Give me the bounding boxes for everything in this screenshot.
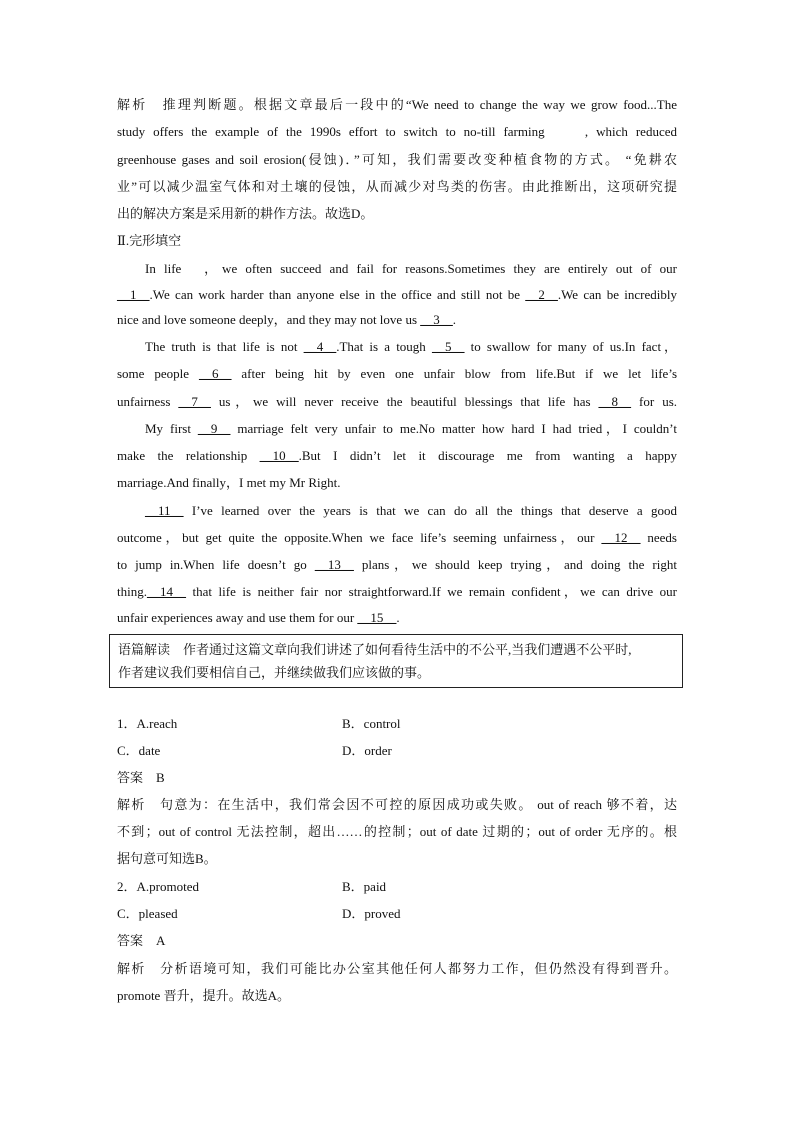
blank-2: __2__	[525, 287, 558, 302]
q2-explanation-2: promote 晋升，提升。故选A。	[117, 988, 290, 1003]
analysis-line-2: study offers the example of the 1990s effort to switch to no-till farming , which reduced	[117, 124, 677, 139]
passage-p3-line-2: make the relationship __10__.But I didn’t let it discourage me from wanting a happy	[117, 448, 677, 463]
passage-p2-line-1: The truth is that life is not __4__.That is a tough __5__ to swallow for many of us.In fact，	[145, 339, 677, 354]
analysis-line-5: 出的解决方案是采用新的耕作方法。故选D。	[117, 206, 374, 221]
blank-12: __12__	[601, 530, 641, 545]
passage-p2-line-2: some people __6__ after being hit by even one unfair blow from life.But if we let life’s	[117, 366, 678, 381]
blank-1: __1__	[117, 287, 150, 302]
q2-option-b: B．paid	[342, 879, 387, 894]
q1-answer: 答案 B	[117, 770, 165, 785]
summary-box	[109, 634, 683, 688]
analysis-line-4: 业”可以减少温室气体和对土壤的侵蚀，从而减少对鸟类的伤害。由此推断出，这项研究提	[117, 179, 677, 194]
q1-option-c: C．date	[117, 743, 161, 758]
q2-option-c: C．pleased	[117, 906, 178, 921]
passage-p4-line-1: __11__ I’ve learned over the years is that we can do all the things that deserve a good	[145, 503, 677, 518]
blank-4: __4__	[303, 339, 337, 354]
blank-11: __11__	[145, 503, 184, 518]
blank-10: __10__	[259, 448, 299, 463]
blank-5: __5__	[431, 339, 465, 354]
q1-option-d: D．order	[342, 743, 392, 758]
summary-line-2: 作者建议我们要相信自己，并继续做我们应该做的事。	[118, 665, 431, 680]
passage-p4-line-3: to jump in.When life doesn’t go __13__ plans，we should keep trying，and doing the right	[117, 557, 677, 572]
section-heading: Ⅱ.完形填空	[117, 233, 182, 248]
blank-15: __15__	[357, 610, 397, 625]
passage-p3-line-3: marriage.And finally，I met my Mr Right.	[117, 475, 341, 490]
passage-p4-line-2: outcome，but get quite the opposite.When we face life’s seeming unfairness，our __12__ needs	[117, 530, 677, 545]
blank-14: __14__	[146, 584, 186, 599]
q2-option-a: 2．A.promoted	[117, 879, 199, 894]
blank-6: __6__	[198, 366, 232, 381]
q1-explanation-2: 不到；out of control 无法控制，超出……的控制；out of date 过期的；out of order 无序的。根	[117, 824, 677, 839]
passage-p3-line-1: My first __9__ marriage felt very unfair to me.No matter how hard I had tried，I couldn’t	[145, 421, 677, 436]
blank-7: __7__	[178, 394, 211, 409]
analysis-line-1: 解析 推理判断题。根据文章最后一段中的“We need to change the way we grow food...The	[117, 97, 677, 112]
passage-p4-line-5: unfair experiences away and use them for our __15__.	[117, 610, 400, 625]
passage-p1-line-2: __1__.We can work harder than anyone else in the office and still not be __2__.We can be incredibly	[117, 287, 677, 302]
blank-13: __13__	[314, 557, 354, 572]
q2-option-d: D．proved	[342, 906, 401, 921]
passage-p4-line-4: thing.__14__ that life is neither fair nor straightforward.If we remain confident，we can drive our	[117, 584, 677, 599]
q2-explanation-1: 解析 分析语境可知，我们可能比办公室其他任何人都努力工作，但仍然没有得到晋升。	[117, 961, 677, 976]
blank-8: __8__	[598, 394, 632, 409]
q1-explanation-1: 解析 句意为：在生活中，我们常会因不可控的原因成功或失败。 out of reach 够不着，达	[117, 797, 677, 812]
blank-3: __3__	[420, 312, 453, 327]
q1-explanation-3: 据句意可知选B。	[117, 851, 217, 866]
passage-p2-line-3: unfairness __7__ us，we will never receive the beautiful blessings that life has __8__ for us.	[117, 394, 677, 409]
passage-p1-line-3: nice and love someone deeply，and they may not love us __3__.	[117, 312, 457, 327]
q1-option-b: B．control	[342, 716, 401, 731]
passage-p1-line-1: In life ，we often succeed and fail for reasons.Sometimes they are entirely out of our	[145, 261, 677, 276]
q1-option-a: 1．A.reach	[117, 716, 178, 731]
blank-9: __9__	[197, 421, 231, 436]
analysis-line-3: greenhouse gases and soil erosion(侵蚀)．”可知，我们需要改变种植食物的方式。 “免耕农	[117, 152, 677, 167]
summary-line-1: 语篇解读 作者通过这篇文章向我们讲述了如何看待生活中的不公平,当我们遭遇不公平时,	[118, 642, 632, 657]
q2-answer: 答案 A	[117, 933, 166, 948]
